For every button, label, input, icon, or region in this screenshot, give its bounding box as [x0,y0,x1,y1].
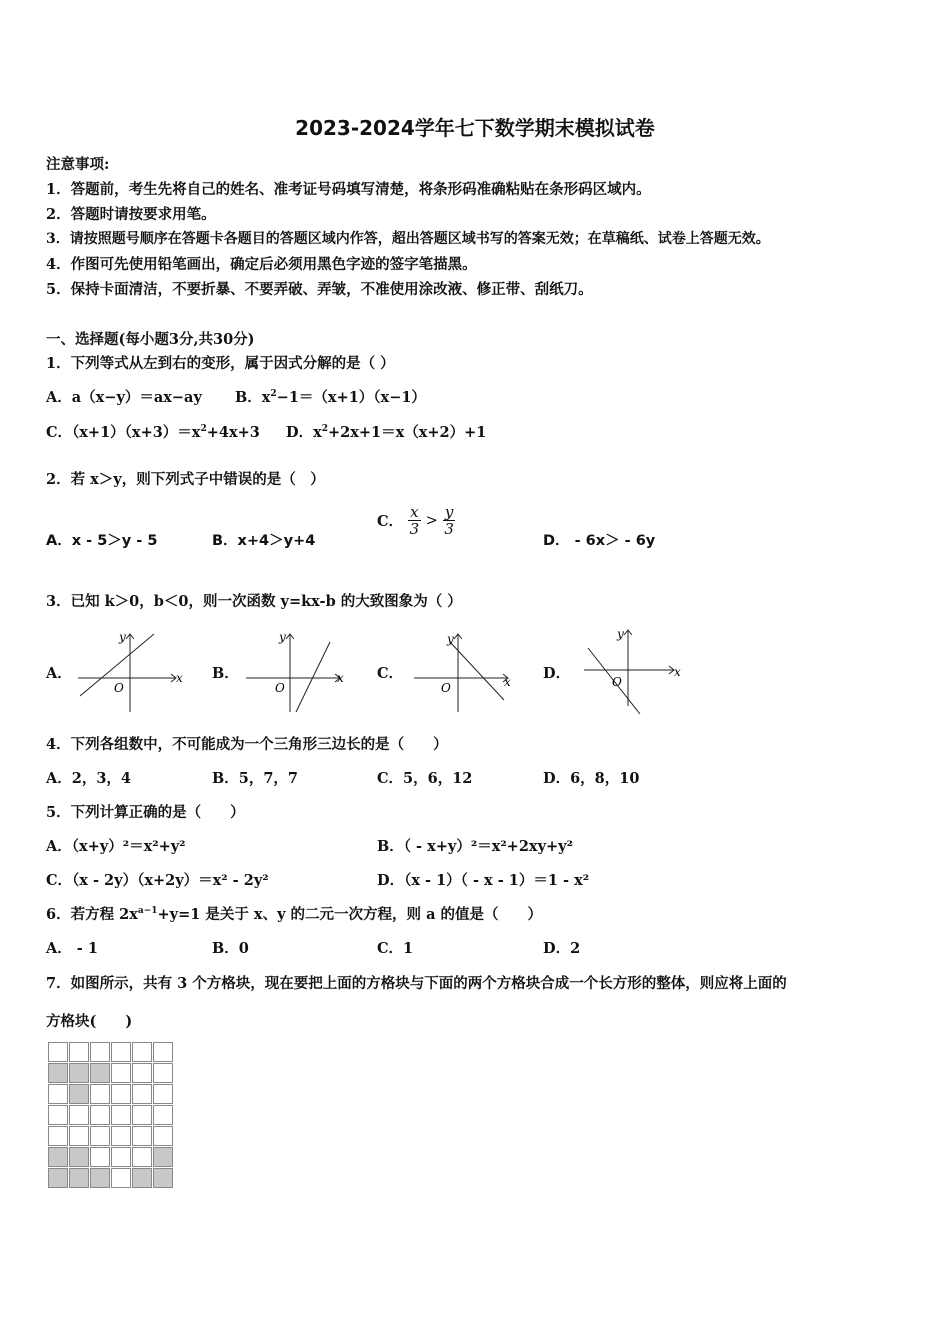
grid-cell [153,1042,173,1062]
grid-cell [111,1042,131,1062]
q6-option-d: D．2 [543,940,581,957]
grid-cell [111,1105,131,1125]
q1-stem: 1．下列等式从左到右的变形，属于因式分解的是（ ） [46,355,395,372]
grid-cell [153,1084,173,1104]
grid-cell [90,1105,110,1125]
axis-y-label: y [119,630,126,644]
q3-graph-d [578,624,690,716]
grid-cell-shaded [69,1084,89,1104]
q6-option-c: C．1 [377,940,414,957]
grid-cell [153,1126,173,1146]
grid-cell [132,1084,152,1104]
q3-graph-c [408,628,520,716]
grid-cell [111,1168,131,1188]
grid-cell [111,1126,131,1146]
q3-option-d-label: D． [543,665,571,682]
notice-item-2: 2．答题时请按要求用笔。 [46,206,216,223]
grid-cell [132,1042,152,1062]
grid-cell [153,1105,173,1125]
axis-y-label: y [447,632,454,646]
notice-item-4: 4．作图可先使用铅笔画出，确定后必须用黑色字迹的签字笔描黑。 [46,256,477,273]
grid-cell [48,1105,68,1125]
grid-cell-shaded [69,1147,89,1167]
grid-cell-shaded [69,1168,89,1188]
q3-option-a-label: A． [46,665,72,682]
q3-option-b-label: B． [212,665,239,682]
grid-cell [132,1105,152,1125]
grid-cell [69,1105,89,1125]
q7-stem-line1: 7．如图所示，共有 3 个方格块，现在要把上面的方格块与下面的两个方格块合成一个长方形的整体，则应将上面的 [46,975,787,992]
grid-cell-shaded [48,1063,68,1083]
axis-y-label: y [279,630,286,644]
grid-cell [48,1126,68,1146]
grid-cell [90,1084,110,1104]
grid-cell [90,1147,110,1167]
q1-option-c: C．$(x+1)(x+3)=x^2+4x+3$ [46,424,260,441]
axis-y-label: y [617,627,624,641]
grid-cell [132,1063,152,1083]
grid-cell [111,1063,131,1083]
q2-stem: 2．若 x＞y，则下列式子中错误的是（ ） [46,471,325,488]
q3-graph-a [72,628,184,716]
q4-option-c: C．5，6，12 [377,770,473,787]
axis-x-label: x [176,671,183,685]
origin-label: O [441,681,451,695]
q6-option-b: B．0 [212,940,249,957]
q5-option-d: D．（x - 1）（ - x - 1）＝1 - x² [377,872,590,889]
q2-option-c: C． $\frac{x}{3}$ > $\frac{y}{3}$ [377,503,454,538]
notice-item-5: 5．保持卡面清洁，不要折暴、不要弄破、弄皱，不准使用涂改液、修正带、刮纸刀。 [46,281,593,298]
q2-option-a: A．x - 5＞y - 5 [46,533,158,549]
notice-heading: 注意事项: [46,156,110,173]
grid-cell-shaded [69,1063,89,1083]
grid-cell-shaded [90,1063,110,1083]
notice-item-3: 3．请按照题号顺序在答题卡各题目的答题区域内作答，超出答题区域书写的答案无效；在草稿纸、试卷上答题无效。 [46,231,770,247]
q1-option-a: A．a（x−y）＝ax−ay [46,389,202,406]
q7-stem-line2: 方格块( ) [46,1013,133,1030]
grid-cell [48,1084,68,1104]
q5-option-a: A．（x+y）²＝x²+y² [46,838,186,855]
grid-cell-shaded [153,1168,173,1188]
grid-cell-shaded [153,1147,173,1167]
section-heading: 一、选择题(每小题3分,共30分) [46,331,255,348]
grid-cell-shaded [48,1147,68,1167]
q5-stem: 5．下列计算正确的是（ ） [46,804,245,821]
q4-option-d: D．6，8，10 [543,770,640,787]
q3-stem: 3．已知 k＞0，b＜0，则一次函数 y=kx-b 的大致图象为（ ） [46,593,462,610]
grid-cell [111,1147,131,1167]
q4-option-b: B．5，7，7 [212,770,299,787]
origin-label: O [275,681,285,695]
q5-option-c: C．（x - 2y）（x+2y）＝x² - 2y² [46,872,269,889]
q1-option-b: B．$x^2-1=(x+1)(x-1)$ [235,389,426,406]
q2-option-d: D． - 6x＞ - 6y [543,533,656,549]
grid-cell [90,1126,110,1146]
grid-cell [111,1084,131,1104]
grid-cell [69,1126,89,1146]
q4-option-a: A．2，3，4 [46,770,132,787]
q2-option-b: B．x+4＞y+4 [212,533,316,549]
origin-label: O [612,675,622,689]
grid-cell-shaded [90,1168,110,1188]
q4-stem: 4．下列各组数中，不可能成为一个三角形三边长的是（ ） [46,736,448,753]
q7-grid-figure [48,1042,174,1188]
q6-option-a: A． - 1 [46,940,98,957]
axis-x-label: x [504,675,511,689]
grid-cell [48,1042,68,1062]
q6-stem: 6．若方程 $2x^{a-1}+y=1$ 是关于 x、y 的二元一次方程，则 a 的值是（ ） [46,906,543,923]
grid-cell [69,1042,89,1062]
axis-x-label: x [337,671,344,685]
grid-cell-shaded [48,1168,68,1188]
q3-graph-b [240,628,352,716]
grid-cell [153,1063,173,1083]
grid-cell [132,1126,152,1146]
axis-x-label: x [674,665,681,679]
notice-item-1: 1．答题前，考生先将自己的姓名、准考证号码填写清楚，将条形码准确粘贴在条形码区域内。 [46,181,651,198]
q1-option-d: D．$x^2+2x+1=x(x+2)+1$ [286,424,487,441]
q5-option-b: B．（ - x+y）²＝x²+2xy+y² [377,838,573,855]
grid-cell [132,1147,152,1167]
grid-cell-shaded [132,1168,152,1188]
page-title: 2023-2024学年七下数学期末模拟试卷 [295,116,655,140]
grid-cell [90,1042,110,1062]
origin-label: O [114,681,124,695]
q3-option-c-label: C． [377,665,404,682]
